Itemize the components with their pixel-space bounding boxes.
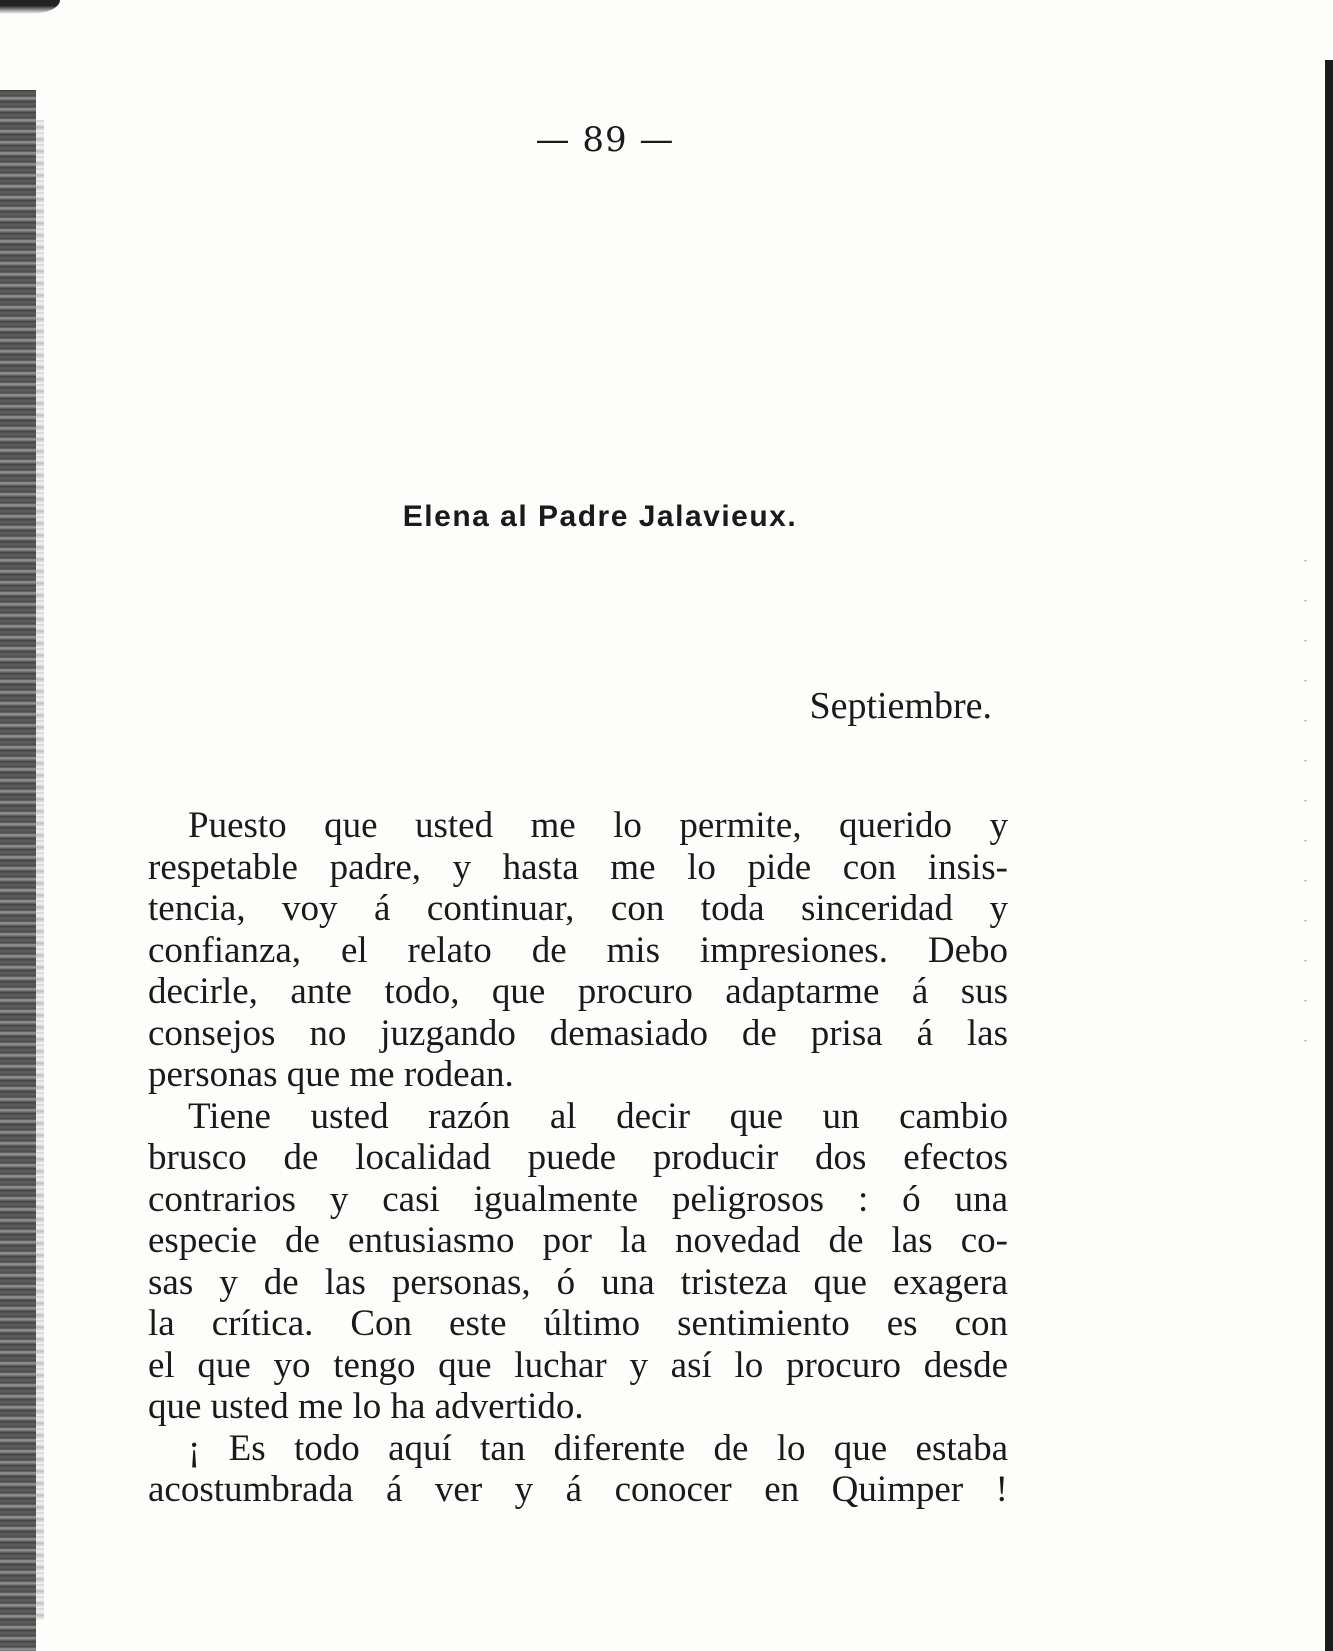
text-line: sas y de las personas, ó una tristeza que exagera xyxy=(148,1261,1008,1303)
letter-dateline: Septiembre. xyxy=(809,685,992,727)
text-line: acostumbrada á ver y á conocer en Quimper ! xyxy=(148,1469,1008,1510)
text-line: brusco de localidad puede producir dos efectos xyxy=(148,1137,1008,1178)
text-line: contrarios y casi igualmente peligrosos : ó una xyxy=(148,1178,1008,1220)
text-line: Puesto que usted me lo permite, querido y xyxy=(188,805,1008,846)
letter-heading: Elena al Padre Jalavieux. xyxy=(402,500,798,533)
text-line: respetable padre, y hasta me lo pide con insis- xyxy=(148,846,1008,888)
text-line: tencia, voy á continuar, con toda sinceridad y xyxy=(148,888,1008,929)
paragraph xyxy=(148,805,1008,1096)
paragraph xyxy=(148,1096,1008,1428)
text-line: especie de entusiasmo por la novedad de las co- xyxy=(148,1220,1008,1261)
book-binding-left-edge xyxy=(0,90,36,1651)
text-line: personas que me rodean. xyxy=(148,1054,514,1095)
text-line: confianza, el relato de mis impresiones. Debo xyxy=(148,929,1008,971)
scan-corner-mark xyxy=(0,0,60,14)
text-line: ¡ Es todo aquí tan diferente de lo que estaba xyxy=(188,1427,1008,1469)
paragraph xyxy=(148,1428,1008,1511)
text-line: consejos no juzgando demasiado de prisa á las xyxy=(148,1012,1008,1054)
text-line: Tiene usted razón al decir que un cambio xyxy=(188,1095,1008,1137)
text-line: la crítica. Con este último sentimiento es con xyxy=(148,1303,1008,1344)
text-line: que usted me lo ha advertido. xyxy=(148,1386,584,1427)
scan-specks xyxy=(1304,560,1307,1060)
book-binding-shadow xyxy=(36,120,44,1620)
text-line: decirle, ante todo, que procuro adaptarme á sus xyxy=(148,971,1008,1012)
text-line: el que yo tengo que luchar y así lo procuro desde xyxy=(148,1344,1008,1386)
book-right-edge xyxy=(1325,60,1333,1651)
letter-body xyxy=(148,805,1008,1511)
page-number: — 89 — xyxy=(535,120,675,160)
